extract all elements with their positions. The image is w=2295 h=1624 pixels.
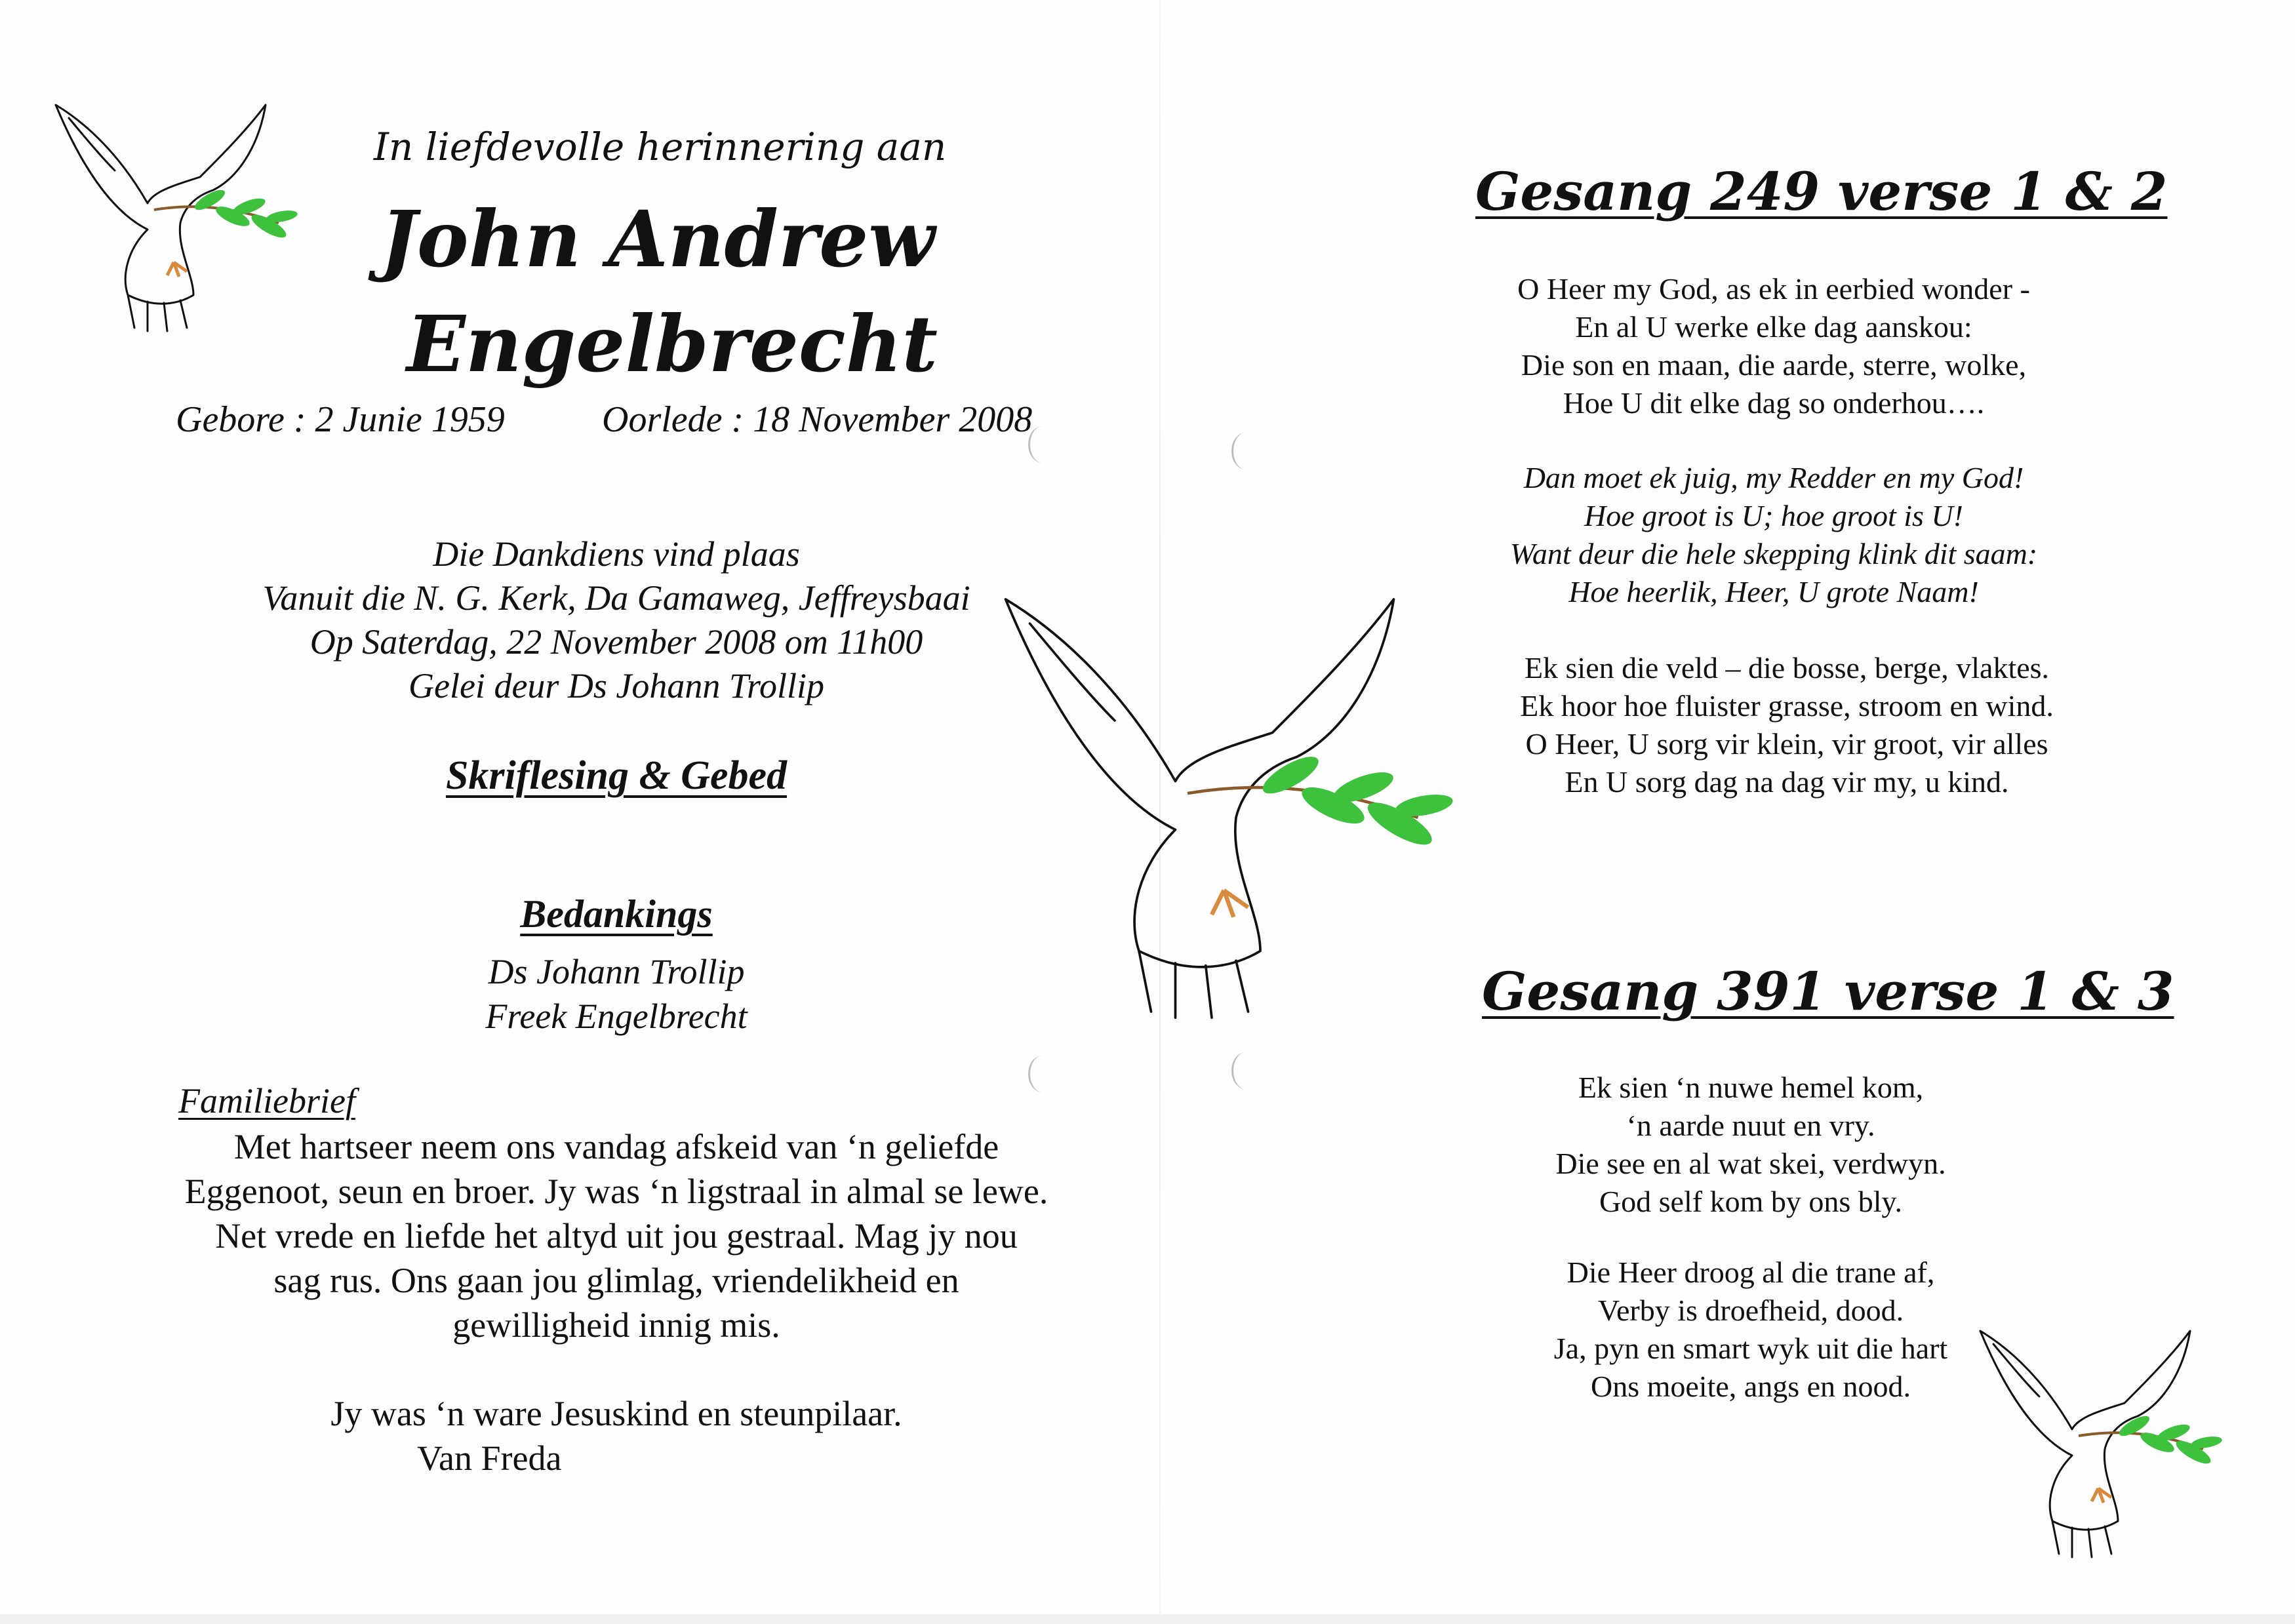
verse-line: Ek hoor hoe fluister grasse, stroom en wind.	[1520, 689, 2054, 723]
letter-line: gewilligheid innig mis.	[452, 1305, 780, 1345]
dove-icon	[46, 79, 315, 341]
letter-line: Net vrede en liefde het altyd uit jou gestraal. Mag jy nou	[215, 1216, 1018, 1256]
punch-hole	[1231, 433, 1260, 469]
thanks-heading: Bedankings	[520, 892, 713, 936]
surname: Engelbrecht	[407, 298, 938, 389]
letter-line: sag rus. Ons gaan jou glimlag, vriendelikheid en	[273, 1261, 959, 1300]
service-line: Vanuit die N. G. Kerk, Da Gamaweg, Jeffreysbaai	[262, 578, 970, 618]
verse-line: O Heer, U sorg vir klein, vir groot, vir alles	[1525, 727, 2048, 761]
hymn2-verse2	[1429, 1254, 2072, 1406]
refrain-line: Dan moet ek juig, my Redder en my God!	[1523, 461, 2024, 494]
thanks-name: Freek Engelbrecht	[485, 997, 748, 1036]
verse-line: Die Heer droog al die trane af,	[1567, 1256, 1935, 1289]
hymn1-refrain	[1429, 459, 2118, 611]
service-line: Die Dankdiens vind plaas	[433, 534, 800, 574]
letter-line: Eggenoot, seun en broer. Jy was ‘n ligstraal in almal se lewe.	[184, 1172, 1048, 1211]
signature: Van Freda	[417, 1438, 562, 1478]
hymn1-title: Gesang 249 verse 1 & 2	[1475, 161, 2168, 222]
hymn1-verse1	[1429, 270, 2118, 422]
verse-line: Ek sien die veld – die bosse, berge, vlaktes.	[1524, 651, 2050, 684]
death-date: Oorlede : 18 November 2008	[602, 399, 1033, 440]
closing-line: Jy was ‘n ware Jesuskind en steunpilaar.	[330, 1394, 902, 1433]
reading-heading: Skriflesing & Gebed	[445, 753, 788, 798]
first-names: John Andrew	[380, 193, 935, 285]
verse-line: Hoe U dit elke dag so onderhou….	[1563, 386, 1985, 420]
verse-line: Verby is droefheid, dood.	[1597, 1294, 1904, 1327]
scan-edge	[0, 1614, 2295, 1624]
verse-line: Ons moeite, angs en nood.	[1590, 1370, 1911, 1403]
dove-icon	[977, 551, 1495, 1036]
refrain-line: Want deur die hele skepping klink dit saam:	[1509, 537, 2038, 570]
thanks-name: Ds Johann Trollip	[488, 952, 745, 991]
hymn1-verse2	[1443, 649, 2131, 801]
punch-hole	[1028, 426, 1056, 463]
verse-line: Ja, pyn en smart wyk uit die hart	[1553, 1332, 1948, 1365]
punch-hole	[1231, 1052, 1260, 1089]
verse-line: Die see en al wat skei, verdwyn.	[1555, 1147, 1946, 1180]
verse-line: Die son en maan, die aarde, sterre, wolke,	[1521, 348, 2027, 382]
thanks-names	[354, 949, 879, 1039]
refrain-line: Hoe groot is U; hoe groot is U!	[1584, 499, 1963, 532]
birth-date: Gebore : 2 Junie 1959	[176, 399, 505, 440]
letter-line: Met hartseer neem ons vandag afskeid van ‘n geliefde	[233, 1127, 999, 1166]
hymn2-verse1	[1429, 1069, 2072, 1221]
service-line: Op Saterdag, 22 November 2008 om 11h00	[309, 622, 923, 662]
verse-line: En U sorg dag na dag vir my, u kind.	[1565, 765, 2009, 799]
dedication: In liefdevolle herinnering aan	[374, 125, 947, 169]
family-letter	[92, 1124, 1141, 1347]
verse-line: God self kom by ons bly.	[1599, 1185, 1903, 1218]
verse-line: O Heer my God, as ek in eerbied wonder -	[1517, 272, 2030, 306]
verse-line: En al U werke elke dag aanskou:	[1575, 310, 1972, 344]
letter-heading: Familiebrief	[178, 1081, 355, 1120]
refrain-line: Hoe heerlik, Heer, U grote Naam!	[1568, 575, 1979, 608]
punch-hole	[1028, 1056, 1056, 1092]
service-line: Gelei deur Ds Johann Trollip	[409, 666, 824, 705]
hymn2-title: Gesang 391 verse 1 & 3	[1482, 961, 2174, 1022]
service-details	[216, 532, 1016, 708]
verse-line: Ek sien ‘n nuwe hemel kom,	[1578, 1071, 1924, 1104]
verse-line: ‘n aarde nuut en vry.	[1626, 1109, 1875, 1142]
